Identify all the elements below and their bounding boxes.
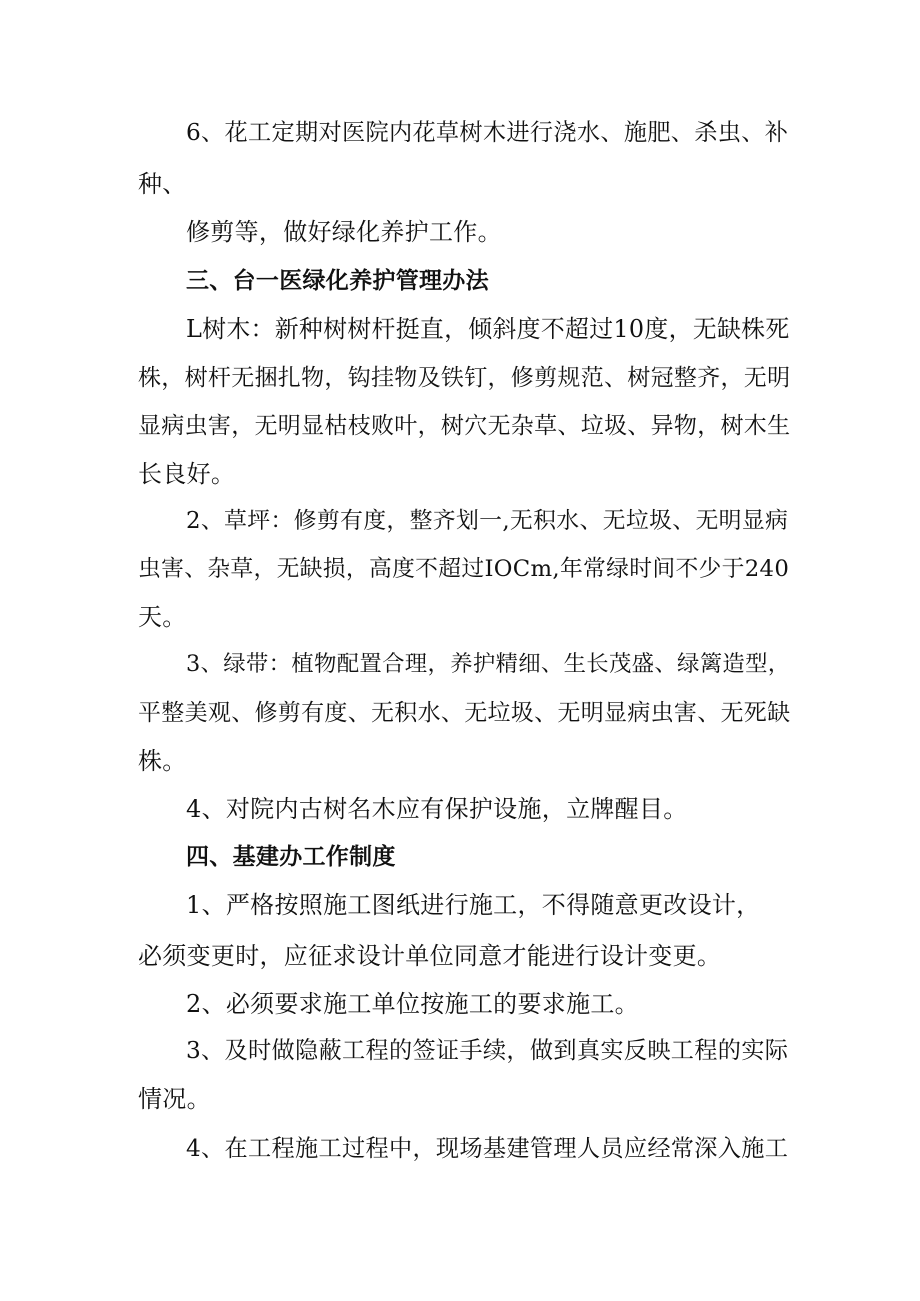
paragraph-line: L树木：新种树树杆挺直，倾斜度不超过10度，无缺株死 [186, 315, 790, 343]
paragraph-line: 1、严格按照施工图纸进行施工，不得随意更改设计， [186, 891, 761, 919]
paragraph-line: 显病虫害，无明显枯枝败叶，树穴无杂草、垃圾、异物，树木生 [138, 413, 791, 439]
paragraph-line: 天。 [138, 603, 187, 631]
paragraph-line: 3、绿带：植物配置合理，养护精细、生长茂盛、绿篱造型， [186, 651, 791, 677]
section-heading: 三、台一医绿化养护管理办法 [186, 268, 489, 294]
paragraph-line: 必须变更时，应征求设计单位同意才能进行设计变更。 [138, 942, 722, 970]
paragraph-line: 4、对院内古树名木应有保护设施，立牌醒目。 [186, 795, 688, 823]
paragraph-line: 修剪等，做好绿化养护工作。 [186, 218, 502, 246]
paragraph-line: 2、草坪：修剪有度，整齐划一,无积水、无垃圾、无明显病 [186, 508, 789, 534]
paragraph-line: 株。 [138, 747, 187, 775]
paragraph-line: 虫害、杂草，无缺损，高度不超过IOCm,年常绿时间不少于240 [138, 556, 790, 582]
paragraph-line: 2、必须要求施工单位按施工的要求施工。 [186, 990, 639, 1018]
section-heading: 四、基建办工作制度 [186, 844, 396, 870]
paragraph-line: 4、在工程施工过程中，现场基建管理人员应经常深入施工 [186, 1135, 789, 1162]
paragraph-line: 平整美观、修剪有度、无积水、无垃圾、无明显病虫害、无死缺 [138, 700, 791, 726]
paragraph-line: 6、花工定期对医院内花草树木进行浇水、施肥、杀虫、补 [186, 119, 789, 146]
paragraph-line: 情况。 [138, 1085, 211, 1113]
paragraph-line: 种、 [138, 170, 187, 198]
paragraph-line: 株，树杆无捆扎物，钩挂物及铁钉，修剪规范、树冠整齐，无明 [138, 365, 791, 391]
paragraph-line: 3、及时做隐蔽工程的签证手续，做到真实反映工程的实际 [186, 1037, 789, 1064]
paragraph-line: 长良好。 [138, 460, 236, 488]
